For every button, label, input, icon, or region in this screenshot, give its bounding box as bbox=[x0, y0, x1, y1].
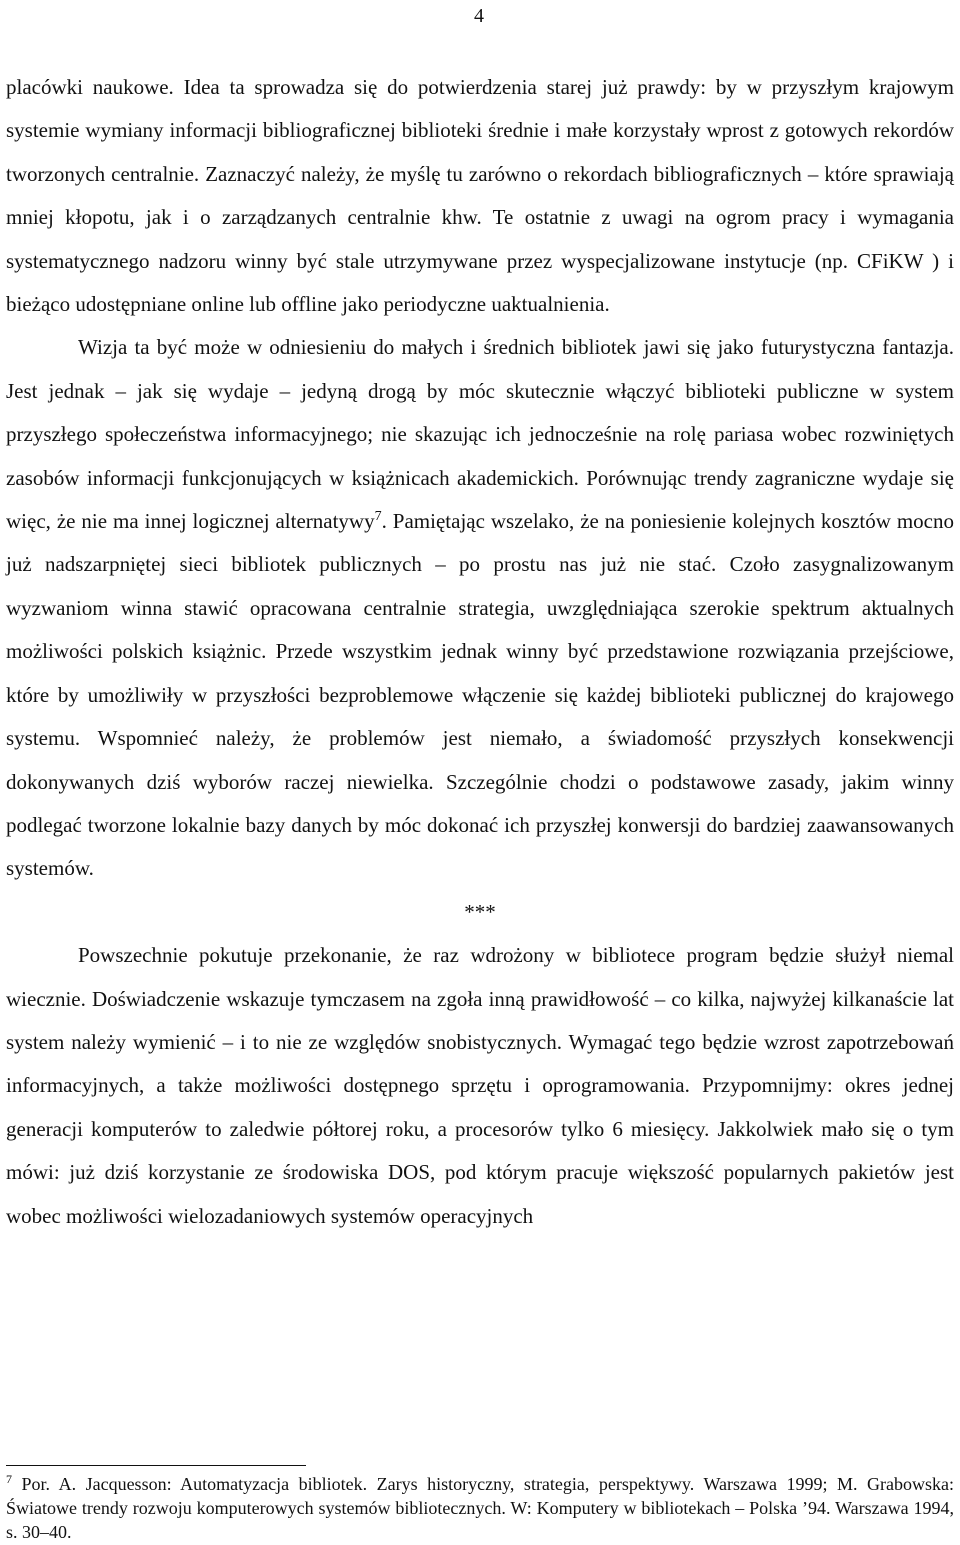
page-number: 4 bbox=[474, 5, 484, 27]
paragraph-3: Powszechnie pokutuje przekonanie, że raz wdrożony w bibliotece program będzie służył niemal wiecznie. Doświadczenie wskazuje tymczasem na zgoła inną prawidłowość – co kilka, najwyżej kilkanaście lat system należy wymienić – i to nie ze względów snobistycznych. Wymagać tego będzie wzrost zapotrzebowań informacyjnych, a także możliwości dostępnego sprzętu i oprogramowania. Przypomnijmy: okres jednej generacji komputerów to zaledwie półtorej roku, a procesorów tylko 6 miesięcy. Jakkolwiek mało się o tym mówi: już dziś korzystanie ze środowiska DOS, pod którym pracuje większość popularnych pakietów jest wobec możliwości wielozadaniowych systemów operacyjnych bbox=[6, 943, 954, 1228]
paragraph-2-text-a: Wizja ta być może w odniesieniu do małych i średnich bibliotek jawi się jako futurystyczna fantazja. Jest jednak – jak się wydaje – jedyną drogą by móc skutecznie włączyć biblioteki publiczne w system przyszłego społeczeństwa informacyjnego; nie skazując ich jednocześnie na rolę pariasa wobec rozwiniętych zasobów informacji funkcjonujących w książnicach akademickich. Porównując trendy zagraniczne wydaje się więc, że nie ma innej logicznej alternatywy bbox=[6, 335, 954, 534]
section-separator: *** bbox=[464, 899, 496, 924]
paragraph-2-text-b: . Pamiętając wszelako, że na poniesienie kolejnych kosztów mocno już nadszarpniętej sieci bibliotek publicznych – po prostu nas już nie stać. Czoło zasygnalizowanym wyzwaniom winna stawić opracowana centralnie strategia, uwzględniająca szerokie spektrum aktualnych możliwości polskich książnic. Przede wszystkim jednak winny być przedstawione rozwiązania przejściowe, które by umożliwiły w przyszłości bezproblemowe włączenie się każdej biblioteki publicznej do krajowego systemu. Wspomnieć należy, że problemów jest niemało, a świadomość przyszłych konsekwencji dokonywanych dziś wyborów raczej niewielka. Szczególnie chodzi o podstawowe zasady, jakim winny podlegać tworzone lokalnie bazy danych by móc dokonać ich przyszłej konwersji do bardziej zaawansowanych systemów. bbox=[6, 509, 954, 881]
body-text bbox=[6, 66, 954, 1238]
footnote-reference: 7 bbox=[374, 509, 382, 525]
footnote-number: 7 bbox=[6, 1472, 12, 1486]
footnote-text: Por. A. Jacquesson: Automatyzacja bibliotek. Zarys historyczny, strategia, perspektywy. Warszawa 1999; M. Grabowska: Światowe trendy rozwoju komputerowych systemów bibliotecznych. W: Komputery w bibliotekach – Polska ’94. Warszawa 1994, s. 30–40. bbox=[6, 1474, 954, 1542]
footnote-divider bbox=[6, 1465, 306, 1466]
paragraph-1: placówki naukowe. Idea ta sprowadza się do potwierdzenia starej już prawdy: by w przyszłym krajowym systemie wymiany informacji bibliograficznej biblioteki średnie i małe korzystały wprost z gotowych rekordów tworzonych centralnie. Zaznaczyć należy, że myślę tu zarówno o rekordach bibliograficznych – które sprawiają mniej kłopotu, jak i o zarządzanych centralnie khw. Te ostatnie z uwagi na ogrom pracy i wymagania systematycznego nadzoru winny być stale utrzymywane przez wyspecjalizowane instytucje (np. CFiKW ) i bieżąco udostępniane online lub offline jako periodyczne uaktualnienia. bbox=[6, 75, 954, 317]
footnote bbox=[6, 1472, 954, 1544]
paragraph-2 bbox=[6, 326, 954, 890]
